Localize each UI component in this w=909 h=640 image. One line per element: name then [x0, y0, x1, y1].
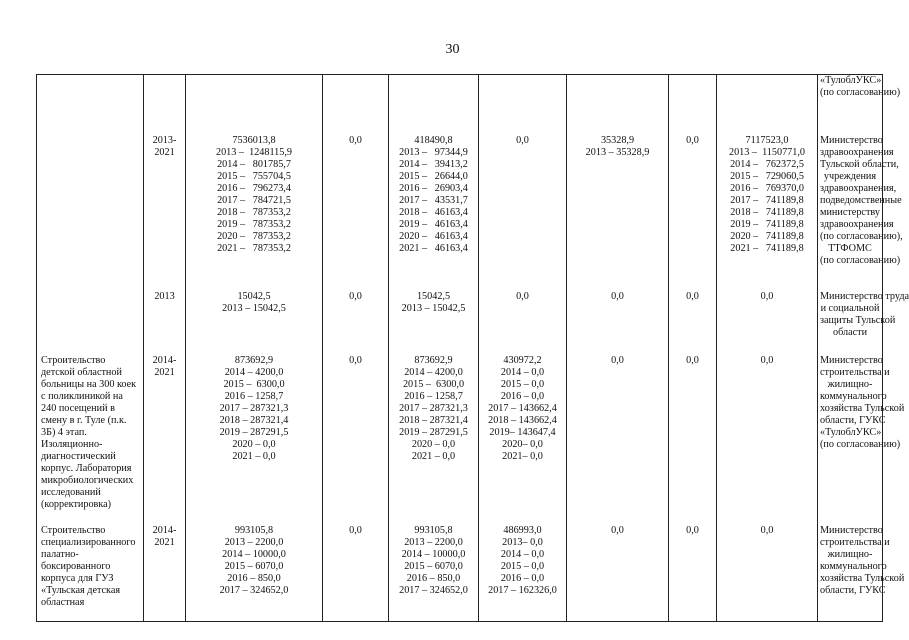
cell-line: 35328,9	[600, 135, 635, 146]
regional-budget-cell	[389, 355, 479, 525]
table-row	[37, 75, 883, 100]
object-name-cell	[37, 355, 144, 525]
years-cell	[144, 75, 186, 100]
cell-line: 0,0	[349, 291, 362, 302]
cell-line: 2014 – 0,0	[500, 549, 545, 560]
municipal-budget-cell	[479, 355, 567, 525]
cell-line: 15042,5	[237, 291, 271, 302]
cell-line: Министерство	[820, 525, 883, 536]
object-name-cell	[37, 525, 144, 622]
cell-line: 2014 – 39413,2	[399, 159, 468, 170]
cell-line: 2017 – 43531,7	[399, 195, 468, 206]
cell-line: жилищно-	[827, 549, 873, 560]
cell-line: коммунального	[820, 561, 887, 572]
cell-line: 2013 – 2200,0	[224, 537, 284, 548]
executor-cell	[818, 99, 903, 289]
cell-line: здравоохранения	[820, 219, 894, 230]
other-sources-cell	[669, 525, 717, 622]
cell-line: 2013 – 97344,9	[399, 147, 468, 158]
cell-line: 2015 – 6300,0	[223, 379, 285, 390]
cell-line: 2018 – 46163,4	[399, 207, 468, 218]
cell-line: больницы на 300 коек	[41, 379, 137, 390]
cell-line: 430972,2	[503, 355, 542, 366]
cell-line: (по согласованию)	[820, 439, 901, 450]
cell-line: смену в г. Туле (п.к.	[41, 415, 127, 426]
object-name-cell	[37, 99, 144, 289]
cell-line: и социальной	[820, 303, 880, 314]
years-cell	[144, 289, 186, 355]
cell-line: 2017 – 143662,4	[488, 403, 557, 414]
federal-budget-cell	[323, 355, 389, 525]
cell-line: 3Б) 4 этап.	[41, 427, 87, 438]
table-row	[37, 525, 883, 622]
cell-line: 2015 – 26644,0	[399, 171, 468, 182]
extra-budget-cell	[567, 75, 669, 100]
object-name-cell	[37, 75, 144, 100]
cell-line: 2021 – 741189,8	[730, 243, 804, 254]
cell-line: 2013	[154, 291, 175, 302]
extra-budget-cell	[567, 99, 669, 289]
cell-line: 2019 – 287291,5	[219, 427, 289, 438]
cell-line: министерству	[820, 207, 880, 218]
cell-line: палатно-	[41, 549, 79, 560]
cell-line: (по согласованию)	[820, 255, 901, 266]
extra-budget-cell	[567, 525, 669, 622]
cell-line: специализированного	[41, 537, 136, 548]
cell-line: здравоохранения	[820, 147, 894, 158]
cell-line: 0,0	[760, 291, 774, 302]
cell-line: 2017 – 741189,8	[730, 195, 804, 206]
cell-line: 2014 – 0,0	[500, 367, 545, 378]
cell-line: 2017 – 324652,0	[219, 585, 289, 596]
cell-line: 2018 – 787353,2	[217, 207, 291, 218]
cell-line: 2014 – 4200,0	[224, 367, 284, 378]
cell-line: Изоляционно-	[41, 439, 103, 450]
cell-line: 2014 – 762372,5	[730, 159, 804, 170]
cell-line: 0,0	[611, 291, 624, 302]
cell-line: Министерство труда	[820, 291, 909, 302]
cell-line: 2017 – 162326,0	[488, 585, 557, 596]
cell-line: 15042,5	[416, 291, 451, 302]
regional-budget-cell	[389, 99, 479, 289]
cell-line: 2013– 0,0	[502, 537, 543, 548]
cell-line: 0,0	[686, 355, 699, 366]
cell-line: Министерство	[820, 135, 883, 146]
cell-line: строительства и	[820, 537, 890, 548]
cell-line: 2021– 0,0	[502, 451, 543, 462]
cell-line: (по согласованию),	[820, 231, 903, 242]
federal-budget-cell	[323, 99, 389, 289]
program-table-container	[36, 74, 909, 608]
cell-line: 2021	[154, 147, 175, 158]
cell-line: корпус. Лаборатория	[41, 463, 132, 474]
cell-line: 2014 – 801785,7	[217, 159, 291, 170]
cell-line: 2020 – 0,0	[232, 439, 276, 450]
years-cell	[144, 355, 186, 525]
cell-line: здравоохранения,	[820, 183, 897, 194]
cell-line: 7117523,0	[745, 135, 789, 146]
insurance-fund-cell	[717, 289, 818, 355]
cell-line: 2016 – 769370,0	[730, 183, 804, 194]
cell-line: (по согласованию)	[820, 87, 901, 98]
cell-line: 2019 – 741189,8	[730, 219, 804, 230]
table-row	[37, 99, 883, 289]
cell-line: Министерство	[820, 355, 883, 366]
cell-line: 2016 – 796273,4	[217, 183, 291, 194]
other-sources-cell	[669, 75, 717, 100]
cell-line: 2015 – 0,0	[500, 561, 545, 572]
cell-line: 2015 – 0,0	[500, 379, 545, 390]
cell-line: Строительство	[41, 355, 106, 366]
municipal-budget-cell	[479, 289, 567, 355]
cell-line: 0,0	[349, 355, 362, 366]
cell-line: области, ГУКС	[820, 415, 886, 426]
extra-budget-cell	[567, 289, 669, 355]
cell-line: хозяйства Тульской	[820, 573, 905, 584]
other-sources-cell	[669, 99, 717, 289]
cell-line: 2014 – 10000,0	[222, 549, 286, 560]
cell-line: 2019 – 46163,4	[399, 219, 468, 230]
regional-budget-cell	[389, 289, 479, 355]
cell-line: «Тульская детская	[41, 585, 121, 596]
years-cell	[144, 525, 186, 622]
cell-line: 2021 – 787353,2	[217, 243, 291, 254]
executor-cell	[818, 289, 909, 355]
cell-line: Строительство	[41, 525, 106, 536]
cell-line: 2014-	[152, 355, 177, 366]
cell-line: 2014 – 10000,0	[401, 549, 466, 560]
table-row	[37, 355, 883, 525]
federal-budget-cell	[323, 289, 389, 355]
total-funding-cell	[186, 289, 323, 355]
cell-line: (корректировка)	[41, 499, 112, 510]
cell-line: Тульской области,	[820, 159, 899, 170]
cell-line: 2014 – 4200,0	[404, 367, 463, 378]
federal-budget-cell	[323, 525, 389, 622]
total-funding-cell	[186, 525, 323, 622]
cell-line: 2013-	[152, 135, 177, 146]
cell-line: 0,0	[686, 291, 699, 302]
total-funding-cell	[186, 99, 323, 289]
cell-line: учреждения	[823, 171, 877, 182]
cell-line: 0,0	[686, 525, 699, 536]
cell-line: исследований	[41, 487, 101, 498]
cell-line: детской областной	[41, 367, 122, 378]
object-name-cell	[37, 289, 144, 355]
insurance-fund-cell	[717, 525, 818, 622]
cell-line: хозяйства Тульской	[820, 403, 905, 414]
cell-line: подведомственные	[820, 195, 902, 206]
cell-line: 2017 – 324652,0	[399, 585, 468, 596]
cell-line: с поликлиникой на	[41, 391, 123, 402]
years-cell	[144, 99, 186, 289]
municipal-budget-cell	[479, 99, 567, 289]
cell-line: 2015 – 6300,0	[402, 379, 465, 390]
cell-line: 418490,8	[414, 135, 453, 146]
cell-line: защиты Тульской	[820, 315, 896, 326]
cell-line: 2013 – 1150771,0	[728, 147, 806, 158]
regional-budget-cell	[389, 525, 479, 622]
cell-line: 0,0	[349, 135, 362, 146]
cell-line: 2017 – 287321,3	[219, 403, 289, 414]
table-body	[37, 75, 909, 622]
executor-cell	[818, 75, 901, 100]
cell-line: 2016 – 1258,7	[404, 391, 463, 402]
cell-line: 0,0	[760, 355, 774, 366]
cell-line: 2017 – 784721,5	[217, 195, 291, 206]
cell-line: 2019 – 287291,5	[399, 427, 468, 438]
cell-line: 2015 – 6070,0	[404, 561, 463, 572]
cell-line: 2013 – 35328,9	[585, 147, 650, 158]
cell-line: 2013 – 1248115,9	[215, 147, 293, 158]
cell-line: 2021 – 0,0	[411, 451, 456, 462]
executor-cell	[818, 525, 905, 622]
other-sources-cell	[669, 355, 717, 525]
insurance-fund-cell	[717, 99, 818, 289]
cell-line: 2016 – 850,0	[227, 573, 281, 584]
cell-line: строительства и	[820, 367, 890, 378]
federal-budget-cell	[323, 75, 389, 100]
cell-line: 2020 – 0,0	[411, 439, 456, 450]
cell-line: 0,0	[686, 135, 699, 146]
cell-line: 2019– 143647,4	[489, 427, 556, 438]
cell-line: 0,0	[349, 525, 362, 536]
cell-line: 2021	[154, 537, 175, 548]
municipal-budget-cell	[479, 525, 567, 622]
page-number: 30	[445, 42, 460, 57]
municipal-budget-cell	[479, 75, 567, 100]
extra-budget-cell	[567, 355, 669, 525]
cell-line: 2013 – 15042,5	[222, 303, 286, 314]
regional-budget-cell	[389, 75, 479, 100]
cell-line: 873692,9	[234, 355, 274, 366]
cell-line: 993105,8	[234, 525, 274, 536]
cell-line: 2018 – 287321,4	[399, 415, 468, 426]
cell-line: 2021 – 46163,4	[399, 243, 468, 254]
cell-line: 2015 – 755704,5	[217, 171, 291, 182]
cell-line: 2015 – 729060,5	[730, 171, 804, 182]
executor-cell	[818, 355, 905, 525]
cell-line: 2018 – 143662,4	[488, 415, 557, 426]
cell-line: 2020 – 787353,2	[217, 231, 291, 242]
cell-line: области	[832, 327, 868, 338]
total-funding-cell	[186, 355, 323, 525]
cell-line: 2018 – 287321,4	[219, 415, 289, 426]
cell-line: 993105,8	[414, 525, 453, 536]
cell-line: 2013 – 15042,5	[401, 303, 466, 314]
insurance-fund-cell	[717, 355, 818, 525]
program-funding-table	[36, 74, 909, 622]
cell-line: областная	[41, 597, 85, 608]
cell-line: 2016 – 0,0	[500, 391, 545, 402]
cell-line: 486993,0	[503, 525, 542, 536]
cell-line: 0,0	[611, 355, 624, 366]
cell-line: коммунального	[820, 391, 887, 402]
cell-line: 2018 – 741189,8	[730, 207, 804, 218]
cell-line: 2020– 0,0	[502, 439, 543, 450]
cell-line: 2021	[154, 367, 175, 378]
total-funding-cell	[186, 75, 323, 100]
cell-line: 873692,9	[414, 355, 453, 366]
cell-line: 2020 – 46163,4	[399, 231, 468, 242]
cell-line: 2014-	[152, 525, 177, 536]
cell-line: 2019 – 787353,2	[217, 219, 291, 230]
cell-line: 7536013,8	[232, 135, 276, 146]
cell-line: жилищно-	[827, 379, 873, 390]
cell-line: «ТулоблУКС»	[820, 75, 882, 86]
cell-line: 2016 – 0,0	[500, 573, 545, 584]
cell-line: 2020 – 741189,8	[730, 231, 804, 242]
other-sources-cell	[669, 289, 717, 355]
insurance-fund-cell	[717, 75, 818, 100]
cell-line: 0,0	[760, 525, 774, 536]
cell-line: 2013 – 2200,0	[404, 537, 463, 548]
cell-line: боксированного	[41, 561, 111, 572]
cell-line: области, ГУКС	[820, 585, 886, 596]
cell-line: 240 посещений в	[41, 403, 115, 414]
cell-line: «ТулоблУКС»	[820, 427, 882, 438]
cell-line: 2015 – 6070,0	[224, 561, 284, 572]
table-row	[37, 289, 883, 355]
cell-line: 2016 – 26903,4	[399, 183, 468, 194]
cell-line: корпуса для ГУЗ	[41, 573, 114, 584]
cell-line: 0,0	[516, 291, 529, 302]
cell-line: 2021 – 0,0	[232, 451, 276, 462]
cell-line: 0,0	[611, 525, 624, 536]
cell-line: диагностический	[41, 451, 116, 462]
cell-line: ТТФОМС	[828, 243, 872, 254]
cell-line: 2016 – 850,0	[406, 573, 461, 584]
cell-line: 2017 – 287321,3	[399, 403, 468, 414]
cell-line: 2016 – 1258,7	[224, 391, 284, 402]
cell-line: 0,0	[516, 135, 529, 146]
cell-line: микробиологических	[41, 475, 134, 486]
